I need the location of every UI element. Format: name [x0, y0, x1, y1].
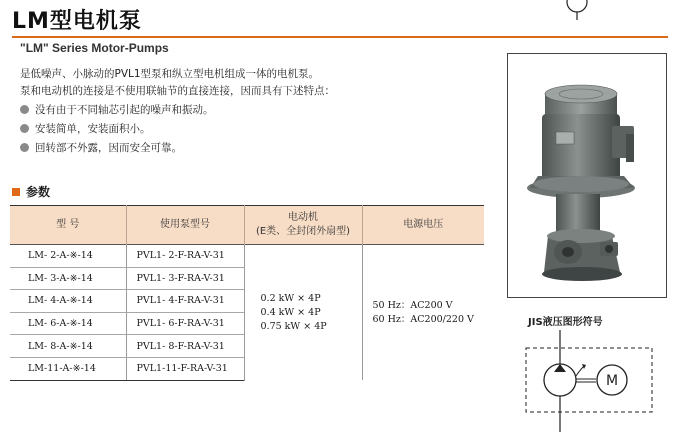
col-header-pump: 使用泵型号 [126, 206, 244, 245]
product-photo [507, 53, 667, 298]
motor-header-line-2: (E类、全封闭外扇型) [255, 226, 351, 237]
intro-line-1: 是低噪声、小脉动的PVL1型泵和纵立型电机组成一体的电机泵。 [20, 68, 320, 80]
motor-pump-illustration [508, 54, 666, 297]
partial-symbol-icon [562, 0, 592, 22]
model-cell: LM- 4-A-※-14 [10, 290, 126, 313]
power-value: 60 Hz：AC200/220 V [372, 313, 474, 325]
col-header-model: 型 号 [10, 206, 126, 245]
pump-cell: PVL1- 2-F-RA-V-31 [126, 245, 244, 268]
bullet-icon [20, 143, 29, 152]
bullet-icon [20, 105, 29, 114]
spec-table [10, 205, 484, 381]
page-subtitle: "LM" Series Motor-Pumps [20, 41, 169, 55]
model-cell: LM- 8-A-※-14 [10, 335, 126, 358]
model-cell: LM- 2-A-※-14 [10, 245, 126, 268]
feature-text: 回转部不外露，因而安全可靠。 [35, 142, 182, 154]
col-header-power: 电源电压 [362, 206, 484, 245]
page-title: LM型电机泵 [12, 9, 142, 34]
section-title: 参数 [26, 185, 51, 199]
pump-cell: PVL1- 6-F-RA-V-31 [126, 312, 244, 335]
pump-cell: PVL1- 3-F-RA-V-31 [126, 267, 244, 290]
jis-hydraulic-symbol [520, 330, 660, 432]
intro-line-2: 泵和电动机的连接是不使用联轴节的直接连接，因而具有下述特点： [20, 85, 335, 97]
col-header-motor [244, 206, 362, 245]
motor-value: 0.2 kW × 4P [260, 292, 321, 304]
feature-text: 没有由于不同轴芯引起的噪声和振动。 [35, 104, 214, 116]
pump-cell: PVL1-11-F-RA-V-31 [126, 357, 244, 380]
pump-cell: PVL1- 4-F-RA-V-31 [126, 290, 244, 313]
model-cell: LM-11-A-※-14 [10, 357, 126, 380]
jis-symbol-label: JIS液压图形符号 [528, 317, 603, 328]
pump-cell: PVL1- 8-F-RA-V-31 [126, 335, 244, 358]
section-heading [12, 183, 50, 200]
section-marker-icon [12, 188, 20, 196]
table-header-row [10, 206, 484, 245]
power-cell [362, 245, 484, 381]
motor-letter: M [605, 373, 619, 389]
feature-item [20, 140, 182, 155]
feature-text: 安装简单，安装面积小。 [35, 123, 151, 135]
feature-item [20, 102, 214, 117]
motor-value: 0.75 kW × 4P [260, 320, 327, 332]
motor-cell [244, 245, 362, 381]
bullet-icon [20, 124, 29, 133]
table-row [10, 245, 484, 268]
title-underline [12, 36, 668, 38]
motor-value: 0.4 kW × 4P [260, 306, 321, 318]
feature-item [20, 121, 151, 136]
model-cell: LM- 6-A-※-14 [10, 312, 126, 335]
motor-header-line-1: 电动机 [288, 212, 318, 223]
power-value: 50 Hz：AC200 V [372, 299, 453, 311]
model-cell: LM- 3-A-※-14 [10, 267, 126, 290]
